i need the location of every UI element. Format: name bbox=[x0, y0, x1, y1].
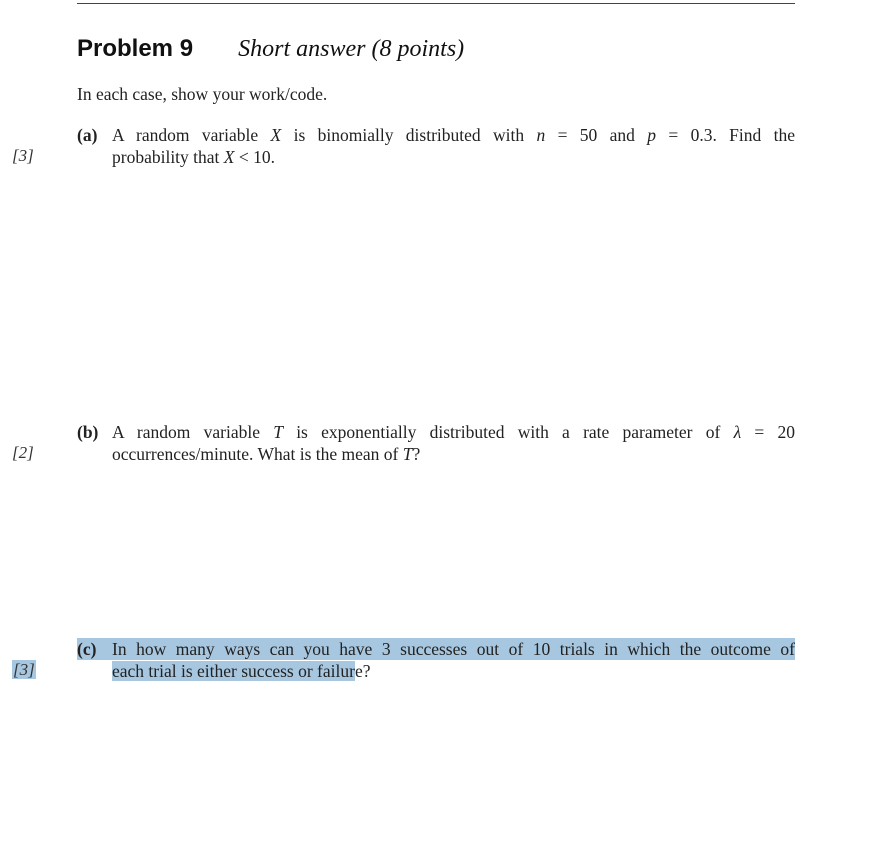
instructions-text: In each case, show your work/code. bbox=[77, 84, 328, 104]
part-a-text: probability that bbox=[112, 147, 224, 167]
part-a-text: A random variable bbox=[112, 125, 271, 145]
part-b-line-1 bbox=[77, 421, 795, 443]
part-b-text: is exponentially distributed with a rate parameter of bbox=[282, 422, 734, 442]
part-b-text: A random variable bbox=[112, 422, 274, 442]
part-c[interactable] bbox=[77, 638, 795, 682]
problem-subtitle: Short answer (8 points) bbox=[238, 36, 465, 62]
part-c-label: (c) bbox=[77, 639, 97, 659]
part-a-label: (a) bbox=[77, 125, 98, 145]
part-a-text: = 50 and bbox=[545, 125, 648, 145]
math-var: X bbox=[223, 147, 235, 167]
part-b-text: = 20 bbox=[741, 422, 796, 442]
points-part-c-selection: [3] bbox=[13, 660, 35, 679]
part-c-text: e? bbox=[354, 661, 371, 681]
part-b-line-2 bbox=[77, 443, 795, 465]
part-a-line-1 bbox=[77, 124, 795, 146]
problem-heading bbox=[77, 35, 464, 63]
part-c-line-1[interactable] bbox=[77, 638, 795, 660]
part-a-line-2 bbox=[77, 146, 795, 168]
part-a-text: < 10. bbox=[234, 147, 275, 167]
part-c-line-2 bbox=[77, 660, 795, 682]
math-var: λ bbox=[733, 422, 742, 442]
math-var: n bbox=[536, 125, 546, 145]
part-b-text: ? bbox=[412, 444, 421, 464]
part-c-selected-text[interactable]: each trial is either success or failur bbox=[112, 661, 355, 681]
math-var: p bbox=[647, 125, 657, 145]
part-a-text: = 0.3. Find the bbox=[656, 125, 796, 145]
part-a-text: is binomially distributed with bbox=[281, 125, 537, 145]
part-b[interactable] bbox=[77, 421, 795, 465]
math-var: T bbox=[402, 444, 413, 464]
points-part-c bbox=[12, 660, 36, 680]
points-part-a: [3] bbox=[12, 146, 34, 165]
points-part-b: [2] bbox=[12, 443, 34, 462]
part-b-text: occurrences/minute. What is the mean of bbox=[112, 444, 403, 464]
math-var: T bbox=[273, 422, 283, 442]
part-a[interactable] bbox=[77, 124, 795, 168]
problem-number: Problem 9 bbox=[77, 35, 194, 62]
math-var: X bbox=[270, 125, 282, 145]
top-rule bbox=[77, 3, 795, 4]
part-c-text: In how many ways can you have 3 successes out of 10 trials in which the outcome of bbox=[112, 639, 795, 659]
part-b-label: (b) bbox=[77, 422, 99, 442]
